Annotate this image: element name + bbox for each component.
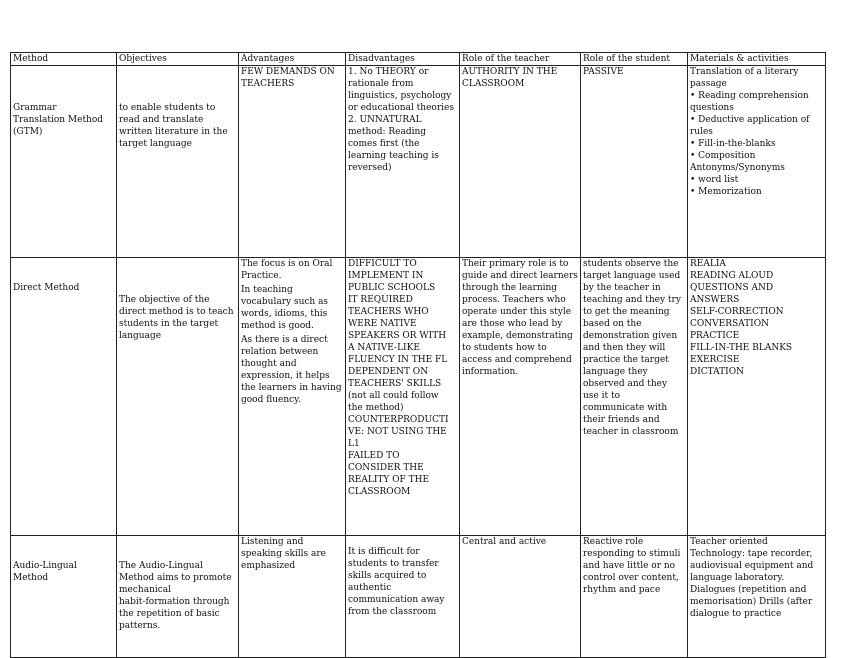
cell-text-line: WERE NATIVE (348, 319, 417, 329)
cell-text-line: language (119, 331, 162, 341)
cell-text-line: skills acquired to (348, 571, 427, 581)
method-cell (11, 66, 117, 258)
cell-text-line: • Deductive application of (690, 115, 810, 125)
cell-text-line: target language used (583, 271, 681, 281)
cell-text-line: L1 (348, 439, 360, 449)
teacher-role-cell (460, 258, 581, 536)
cell-text-line: REALIA (690, 259, 726, 269)
cell-text-line: target language (119, 139, 192, 149)
student-role-cell (581, 258, 688, 536)
cell-text-line: Audio-Lingual (13, 561, 77, 571)
disadvantages-cell (346, 66, 460, 258)
cell-text-line: practice the target (583, 355, 669, 365)
cell-text-line: and then they will (583, 343, 666, 353)
cell-text-line: Central and active (462, 537, 547, 547)
cell-text-line: students in the target (119, 319, 219, 329)
cell-text-line: Grammar (13, 103, 57, 113)
table-row (11, 258, 826, 536)
cell-text-line: CLASSROOM (348, 487, 411, 497)
cell-text-line: patterns. (119, 621, 161, 631)
cell-text-line: • Reading comprehension (690, 91, 809, 101)
cell-text-line: students to transfer (348, 559, 439, 569)
objectives-cell (117, 258, 239, 536)
cell-text-line: The Audio-Lingual (119, 561, 203, 571)
cell-text-line: thought and (241, 359, 297, 369)
header-disadvantages: Disadvantages (346, 53, 460, 66)
cell-text-line: Method aims to promote (119, 573, 232, 583)
header-objectives: Objectives (117, 53, 239, 66)
cell-text-line: demonstration given (583, 331, 678, 341)
student-role-cell (581, 536, 688, 658)
cell-text-line: audiovisual equipment and (690, 561, 814, 571)
cell-text-line: to get the meaning (583, 307, 670, 317)
cell-text-line: Dialogues (repetition and (690, 585, 807, 595)
method-cell (11, 258, 117, 536)
cell-text-line: • Composition (690, 151, 756, 161)
cell-text-line: FEW DEMANDS ON (241, 67, 335, 77)
cell-text-line: Teacher oriented (690, 537, 768, 547)
cell-text-line: The focus is on Oral (241, 259, 333, 269)
cell-text-line: to students how to (462, 343, 547, 353)
cell-text-line: AUTHORITY IN THE (462, 67, 558, 77)
cell-text-line: the repetition of basic (119, 609, 220, 619)
cell-text-line: (not all could follow (348, 391, 439, 401)
method-cell (11, 536, 117, 658)
cell-text-line: CONVERSATION (690, 319, 769, 329)
cell-text-line: emphasized (241, 561, 296, 571)
cell-text-line: their friends and (583, 415, 660, 425)
cell-text-line: written literature in the (119, 127, 228, 137)
cell-text-line: language they (583, 367, 648, 377)
cell-text-line: Translation Method (13, 115, 104, 125)
table-row (11, 536, 826, 658)
cell-text-line: • Fill-in-the-blanks (690, 139, 776, 149)
cell-text-line: method: Reading (348, 127, 427, 137)
cell-text-line: and have little or no (583, 561, 676, 571)
materials-cell (688, 258, 826, 536)
cell-paragraph (241, 334, 343, 406)
cell-text-line: PRACTICE (690, 331, 740, 341)
cell-text-line: questions (690, 103, 734, 113)
cell-text-line: DIFFICULT TO (348, 259, 417, 269)
materials-cell (688, 66, 826, 258)
cell-text-line: the method) (348, 403, 404, 413)
cell-text-line: Method (13, 573, 49, 583)
cell-text-line: TEACHERS (241, 79, 295, 89)
cell-text-line: process. Teachers who (462, 295, 566, 305)
header-row (11, 53, 826, 66)
cell-text-line: COUNTERPRODUCTI (348, 415, 449, 425)
cell-text-line: learning teaching is (348, 151, 439, 161)
cell-text-line: Antonyms/Synonyms (690, 163, 785, 173)
cell-text-line: EXERCISE (690, 355, 740, 365)
cell-text-line: IT REQUIRED (348, 295, 413, 305)
cell-text-line: comes first (the (348, 139, 420, 149)
cell-text-line: Their primary role is to (462, 259, 569, 269)
cell-text-line: CONSIDER THE (348, 463, 424, 473)
cell-text-line: The objective of the (119, 295, 210, 305)
cell-text-line: IMPLEMENT IN (348, 271, 424, 281)
objectives-cell (117, 66, 239, 258)
cell-text-line: DEPENDENT ON (348, 367, 429, 377)
cell-paragraph (241, 284, 343, 332)
cell-text-line: the learners in having (241, 383, 342, 393)
cell-text-line: by the teacher in (583, 283, 661, 293)
cell-text-line: rationale from (348, 79, 414, 89)
cell-text-line: communicate with (583, 403, 668, 413)
cell-text-line: example, demonstrating (462, 331, 573, 341)
cell-text-line: ANSWERS (690, 295, 740, 305)
cell-text-line: REALITY OF THE (348, 475, 430, 485)
cell-text-line: linguistics, psychology (348, 91, 452, 101)
cell-text-line: TEACHERS' SKILLS (348, 379, 442, 389)
cell-text-line: • word list (690, 175, 739, 185)
cell-text-line: responding to stimuli (583, 549, 681, 559)
cell-text-line: language laboratory. (690, 573, 785, 583)
cell-text-line: In teaching (241, 285, 293, 295)
cell-text-line: information. (462, 367, 519, 377)
cell-text-line: method is good. (241, 321, 314, 331)
header-method: Method (11, 53, 117, 66)
cell-text-line: good fluency. (241, 395, 301, 405)
cell-text-line: TEACHERS WHO (348, 307, 429, 317)
cell-text-line: Practice. (241, 271, 282, 281)
header-role-student: Role of the student (581, 53, 688, 66)
cell-text-line: 2. UNNATURAL (348, 115, 422, 125)
cell-text-line: dialogue to practice (690, 609, 782, 619)
cell-text-line: PUBLIC SCHOOLS (348, 283, 436, 293)
cell-text-line: 1. No THEORY or (348, 67, 429, 77)
cell-text-line: based on the (583, 319, 642, 329)
cell-text-line: teaching and they try (583, 295, 681, 305)
cell-text-line: READING ALOUD (690, 271, 774, 281)
advantages-cell (239, 66, 346, 258)
cell-text-line: Translation of a literary (690, 67, 799, 77)
cell-text-line: DICTATION (690, 367, 744, 377)
cell-text-line: A NATIVE-LIKE (348, 343, 420, 353)
cell-text-line: are those who lead by (462, 319, 563, 329)
disadvantages-cell (346, 258, 460, 536)
cell-text-line: PASSIVE (583, 67, 624, 77)
cell-text-line: or educational theories (348, 103, 454, 113)
cell-text-line: Direct Method (13, 283, 80, 293)
cell-text-line: read and translate (119, 115, 204, 125)
cell-text-line: Listening and (241, 537, 304, 547)
teacher-role-cell (460, 66, 581, 258)
cell-text-line: teacher in classroom (583, 427, 679, 437)
cell-text-line: habit-formation through (119, 597, 230, 607)
cell-text-line: rhythm and pace (583, 585, 661, 595)
cell-text-line: FILL-IN-THE BLANKS (690, 343, 793, 353)
cell-text-line: reversed) (348, 163, 392, 173)
cell-text-line: relation between (241, 347, 319, 357)
table-row (11, 66, 826, 258)
cell-text-line: memorisation) Drills (after (690, 597, 813, 607)
header-role-teacher: Role of the teacher (460, 53, 581, 66)
cell-text-line: FLUENCY IN THE FL (348, 355, 448, 365)
cell-text-line: (GTM) (13, 127, 43, 137)
methods-comparison-table (10, 52, 826, 658)
cell-text-line: from the classroom (348, 607, 437, 617)
teacher-role-cell (460, 536, 581, 658)
disadvantages-cell (346, 536, 460, 658)
header-materials: Materials & activities (688, 53, 826, 66)
objectives-cell (117, 536, 239, 658)
cell-text-line: It is difficult for (348, 547, 420, 557)
cell-text-line: expression, it helps (241, 371, 330, 381)
header-advantages: Advantages (239, 53, 346, 66)
cell-text-line: speaking skills are (241, 549, 327, 559)
cell-text-line: communication away (348, 595, 445, 605)
materials-cell (688, 536, 826, 658)
cell-text-line: direct method is to teach (119, 307, 234, 317)
cell-text-line: mechanical (119, 585, 172, 595)
cell-text-line: control over content, (583, 573, 679, 583)
cell-text-line: to enable students to (119, 103, 216, 113)
cell-text-line: use it to (583, 391, 620, 401)
cell-text-line: SPEAKERS OR WITH (348, 331, 447, 341)
cell-text-line: through the learning (462, 283, 558, 293)
cell-text-line: As there is a direct (241, 335, 328, 345)
cell-text-line: authentic (348, 583, 392, 593)
student-role-cell (581, 66, 688, 258)
cell-text-line: Technology: tape recorder, (690, 549, 813, 559)
cell-text-line: access and comprehend (462, 355, 572, 365)
cell-text-line: FAILED TO (348, 451, 400, 461)
cell-text-line: observed and they (583, 379, 668, 389)
cell-text-line: vocabulary such as (241, 297, 329, 307)
cell-text-line: VE: NOT USING THE (348, 427, 447, 437)
cell-text-line: operate under this style (462, 307, 572, 317)
cell-text-line: guide and direct learners (462, 271, 578, 281)
cell-text-line: Reactive role (583, 537, 644, 547)
cell-text-line: rules (690, 127, 713, 137)
cell-text-line: passage (690, 79, 727, 89)
advantages-cell (239, 536, 346, 658)
cell-text-line: students observe the (583, 259, 679, 269)
cell-text-line: QUESTIONS AND (690, 283, 774, 293)
cell-paragraph (241, 258, 343, 282)
cell-text-line: words, idioms, this (241, 309, 328, 319)
advantages-cell (239, 258, 346, 536)
cell-text-line: • Memorization (690, 187, 762, 197)
cell-text-line: SELF-CORRECTION (690, 307, 784, 317)
cell-text-line: CLASSROOM (462, 79, 525, 89)
